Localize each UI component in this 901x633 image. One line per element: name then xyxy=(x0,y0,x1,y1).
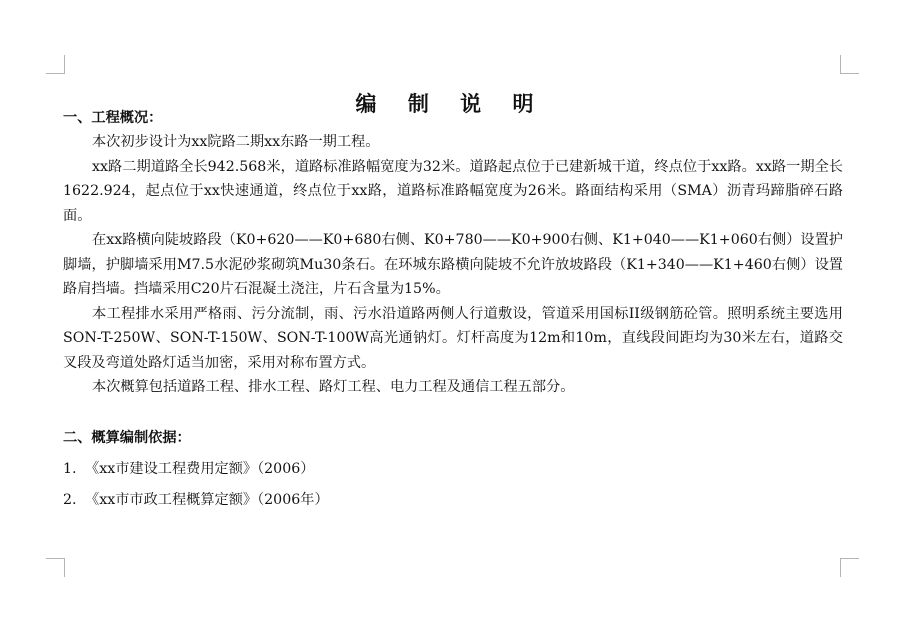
document-title: 编 制 说 明 xyxy=(355,91,546,117)
paragraph-estimate-scope: 本次概算包括道路工程、排水工程、路灯工程、电力工程及通信工程五部分。 xyxy=(92,379,575,395)
document-body xyxy=(63,106,843,519)
section-heading-overview: 一、工程概况： xyxy=(63,110,163,126)
paragraph-drainage-lighting: 本工程排水采用严格雨、污分流制，雨、污水沿道路两侧人行道敷设，管道采用国标II级钢筋砼管。照明系统主要选用SON-T-250W、SON-T-150W、SON-T-100W高光通钠灯。灯杆高度为12m和10m，直线段间距均为30米左右，道路交叉段及弯道处路灯适当加密，采用对称布置方式。 xyxy=(63,305,843,371)
list-item-number: 2. xyxy=(63,491,77,508)
page-corner-mark-bottom-right xyxy=(840,558,859,577)
list-item-text: 《xx市建设工程费用定额》（2006） xyxy=(85,460,315,477)
list-item xyxy=(63,457,843,481)
list-item-text: 《xx市市政工程概算定额》（2006年） xyxy=(85,491,329,508)
page-corner-mark-bottom-left xyxy=(46,558,65,577)
paragraph-retaining-wall: 在xx路横向陡坡路段（K0+620——K0+680右侧、K0+780——K0+900右侧、K1+040——K1+060右侧）设置护脚墙，护脚墙采用M7.5水泥砂浆砌筑Mu30条石。在环城东路横向陡坡不允许放坡路段（K1+340——K1+460右侧）设置路肩挡墙。挡墙采用C20片石混凝土浇注，片石含量为15%。 xyxy=(63,232,843,297)
list-item-number: 1. xyxy=(63,460,77,477)
section-spacer xyxy=(63,400,843,426)
page-corner-mark-top-right xyxy=(840,55,859,74)
list-item xyxy=(63,488,843,512)
paragraph-road-length: xx路二期道路全长942.568米，道路标准路幅宽度为32米。道路起点位于已建新城干道，终点位于xx路。xx路一期全长1622.924，起点位于xx快速通道，终点位于xx路，道路标准路幅宽度为26米。路面结构采用（SMA）沥青玛蹄脂碎石路面。 xyxy=(63,158,843,224)
paragraph-intro: 本次初步设计为xx院路二期xx东路一期工程。 xyxy=(92,134,380,150)
section-heading-basis: 二、概算编制依据： xyxy=(63,429,191,446)
page-corner-mark-top-left xyxy=(46,55,65,74)
